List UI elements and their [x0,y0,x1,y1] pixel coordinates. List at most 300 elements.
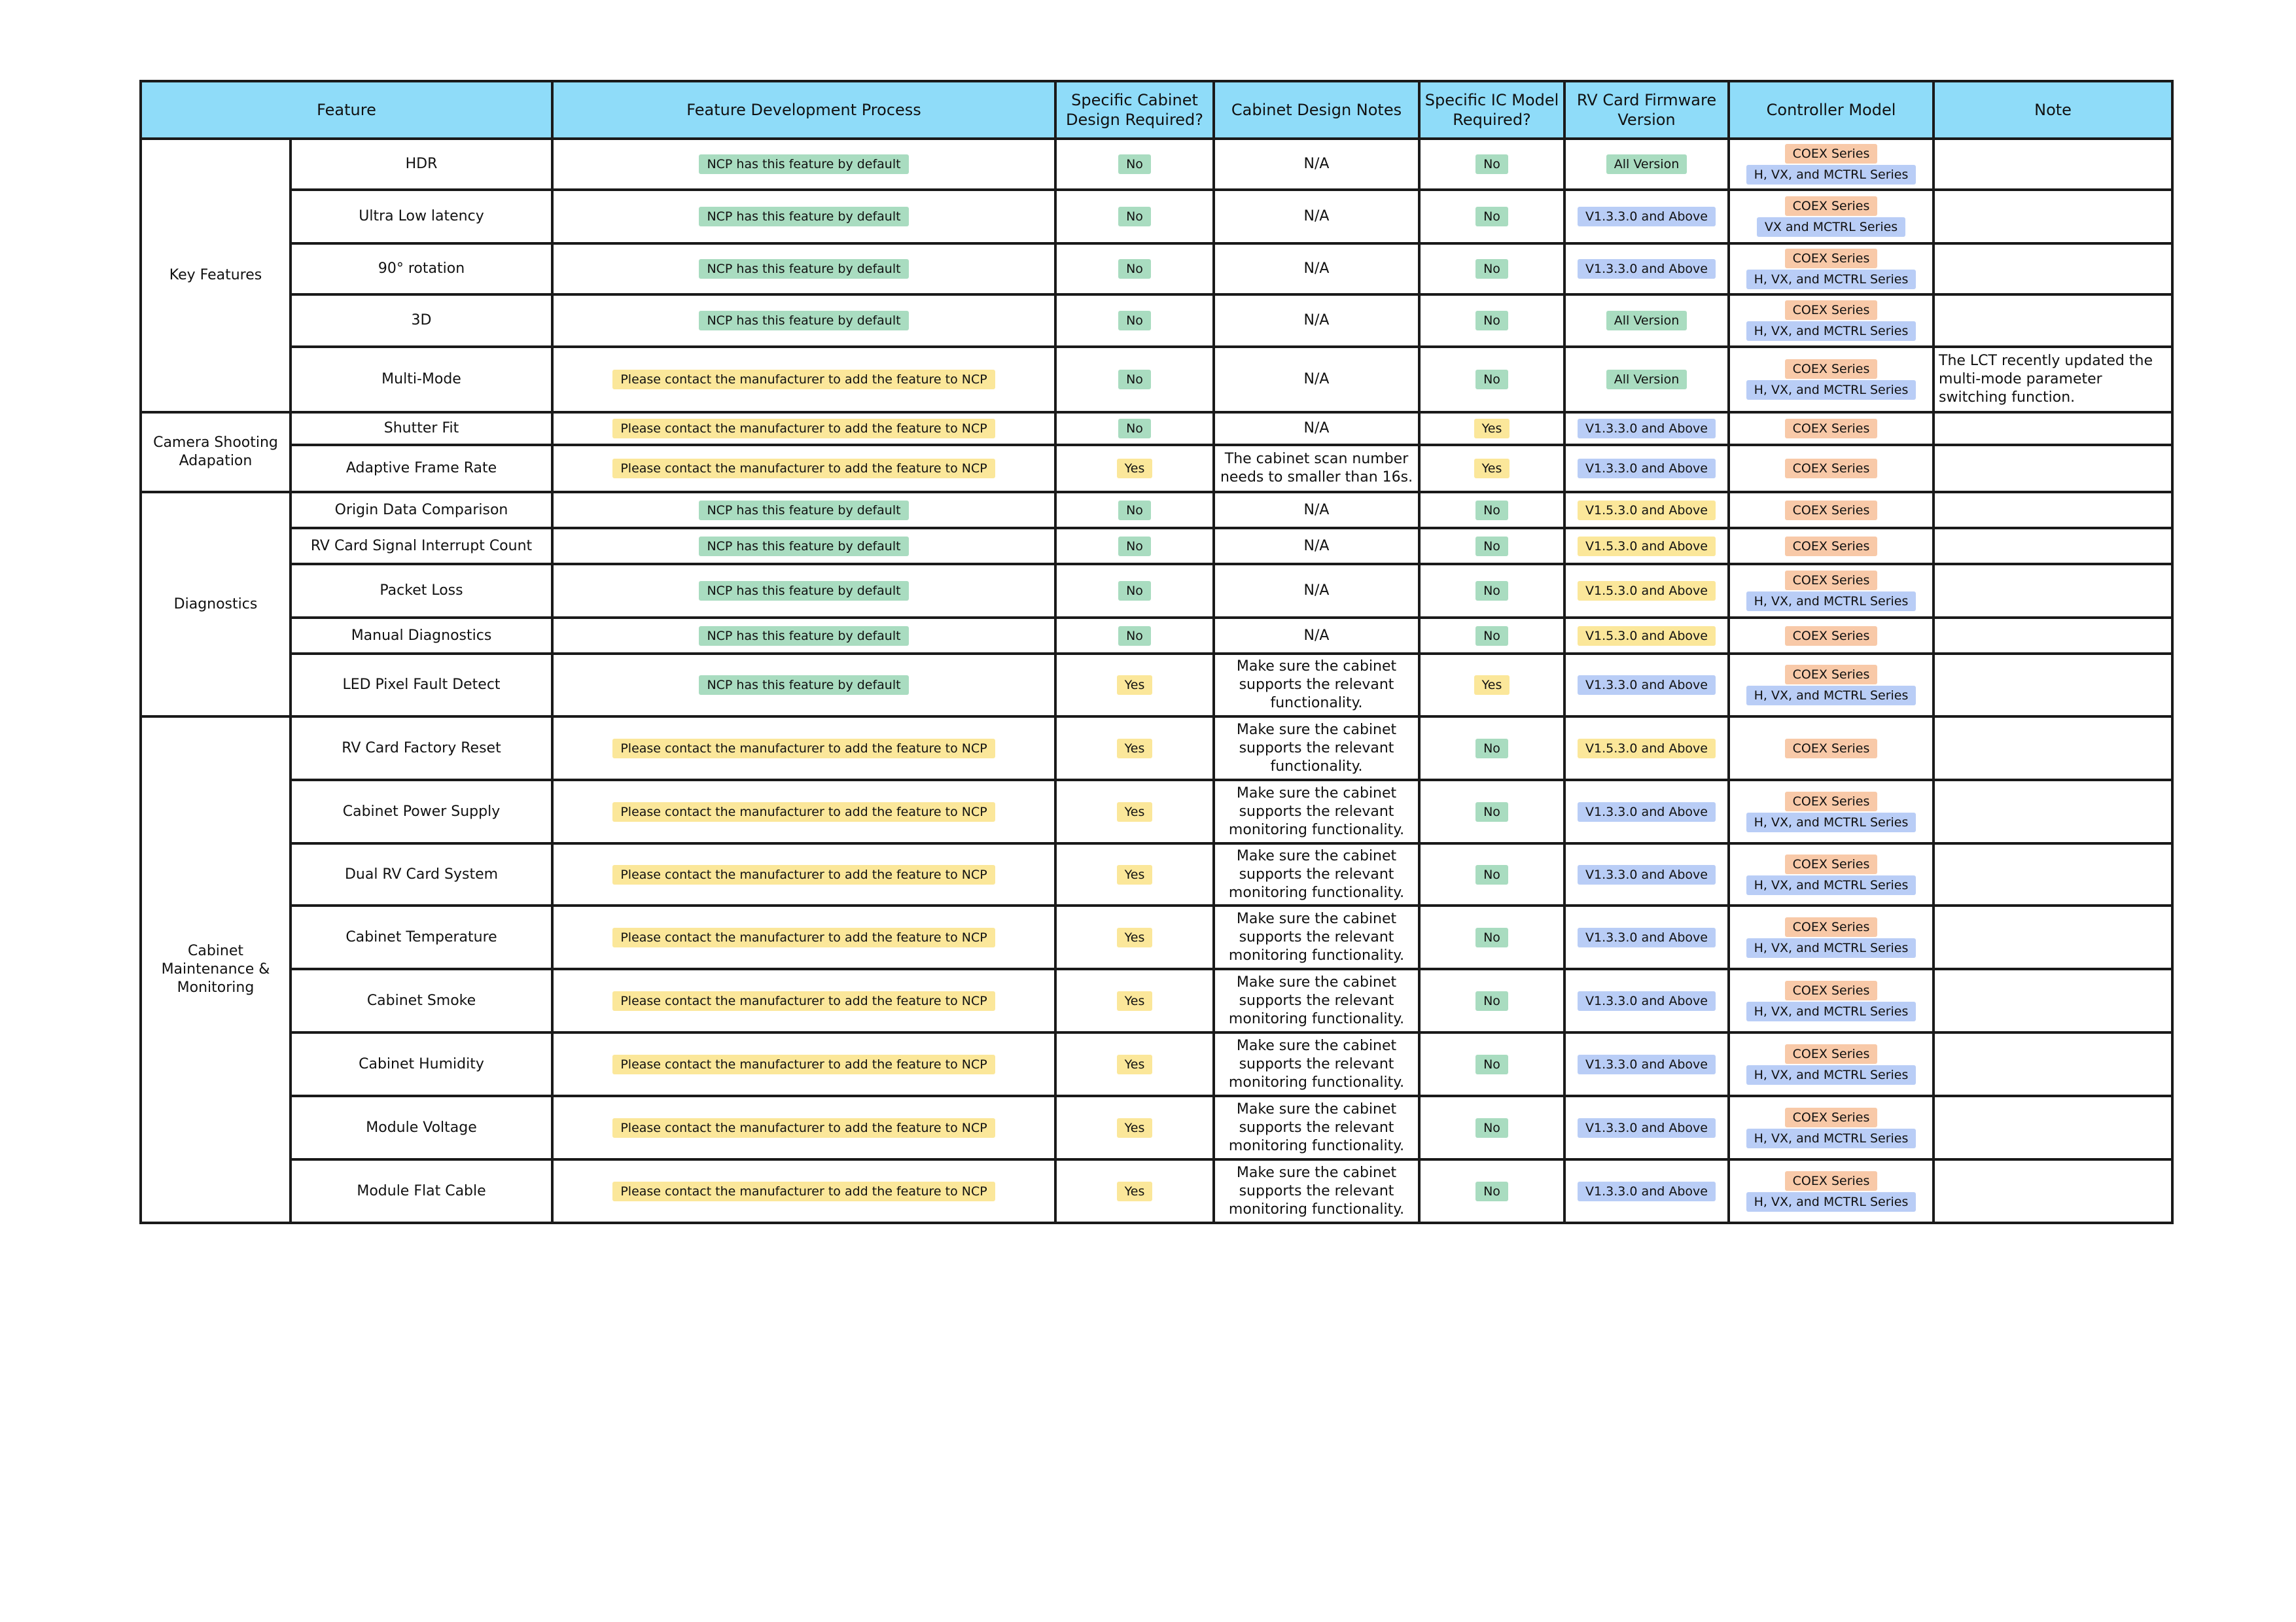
firmware-tag: V1.5.3.0 and Above [1578,626,1716,646]
controller-cell [1729,528,1934,564]
controller-cell [1729,654,1934,716]
note-cell [1934,969,2172,1032]
cabinet-notes-cell: N/A [1214,190,1419,243]
table-row [141,528,2172,564]
cabinet-required-cell [1055,528,1214,564]
header-process: Feature Development Process [552,81,1055,139]
table-row [141,1159,2172,1223]
header-cabinet-required-line1: Specific Cabinet [1071,91,1198,109]
feature-name: Adaptive Frame Rate [291,445,552,492]
ic-required-cell [1419,906,1564,969]
controller-tag: COEX Series [1785,855,1878,874]
cabinet-required-tag: Yes [1117,802,1153,822]
process-tag: Please contact the manufacturer to add the feature to NCP [612,865,995,885]
firmware-cell [1564,618,1729,654]
cabinet-required-tag: Yes [1117,675,1153,695]
feature-name: HDR [291,139,552,190]
cabinet-required-tag: Yes [1117,865,1153,885]
cabinet-required-cell [1055,906,1214,969]
controller-tag: COEX Series [1785,739,1878,758]
cabinet-required-tag: Yes [1117,991,1153,1011]
process-cell [552,564,1055,618]
ic-required-cell [1419,412,1564,445]
controller-cell [1729,347,1934,412]
feature-name: Packet Loss [291,564,552,618]
cabinet-notes-cell: N/A [1214,618,1419,654]
ic-required-cell [1419,780,1564,843]
firmware-cell [1564,347,1729,412]
process-tag: NCP has this feature by default [699,311,908,330]
process-tag: NCP has this feature by default [699,501,908,520]
cabinet-required-cell [1055,1096,1214,1159]
cabinet-required-cell [1055,412,1214,445]
table-row [141,139,2172,190]
table-row [141,780,2172,843]
header-cabinet-required-line2: Design Required? [1065,111,1204,129]
controller-cell [1729,445,1934,492]
controller-tag: COEX Series [1785,626,1878,646]
firmware-tag: V1.3.3.0 and Above [1578,419,1716,438]
ic-required-cell [1419,492,1564,528]
controller-cell [1729,294,1934,347]
controller-tag: COEX Series [1785,981,1878,1000]
controller-tag: VX and MCTRL Series [1757,217,1905,237]
process-cell [552,243,1055,294]
ic-required-tag: No [1475,370,1508,389]
firmware-tag: V1.3.3.0 and Above [1578,207,1716,226]
process-cell [552,1096,1055,1159]
note-cell [1934,492,2172,528]
firmware-tag: V1.3.3.0 and Above [1578,1118,1716,1138]
process-tag: Please contact the manufacturer to add the feature to NCP [612,802,995,822]
feature-name: Shutter Fit [291,412,552,445]
cabinet-notes-cell: Make sure the cabinet supports the relevant monitoring functionality. [1214,1159,1419,1223]
cabinet-required-cell [1055,716,1214,780]
controller-cell [1729,906,1934,969]
feature-name: RV Card Factory Reset [291,716,552,780]
controller-cell [1729,618,1934,654]
feature-matrix-table [139,80,2174,1224]
table-row [141,969,2172,1032]
ic-required-cell [1419,564,1564,618]
note-cell [1934,716,2172,780]
controller-tag: COEX Series [1785,501,1878,520]
ic-required-cell [1419,294,1564,347]
cabinet-notes-cell: Make sure the cabinet supports the relevant monitoring functionality. [1214,780,1419,843]
process-cell [552,1032,1055,1096]
table-row [141,654,2172,716]
cabinet-notes-cell: Make sure the cabinet supports the relevant monitoring functionality. [1214,1096,1419,1159]
controller-tag: H, VX, and MCTRL Series [1746,1192,1916,1212]
ic-required-tag: No [1475,581,1508,601]
cabinet-notes-cell: N/A [1214,412,1419,445]
table-row [141,716,2172,780]
process-tag: NCP has this feature by default [699,581,908,601]
feature-name: Origin Data Comparison [291,492,552,528]
firmware-cell [1564,190,1729,243]
feature-name: LED Pixel Fault Detect [291,654,552,716]
process-tag: Please contact the manufacturer to add the feature to NCP [612,1118,995,1138]
cabinet-notes-cell: N/A [1214,243,1419,294]
cabinet-notes-cell: Make sure the cabinet supports the relevant monitoring functionality. [1214,906,1419,969]
cabinet-required-tag: No [1118,207,1151,226]
controller-cell [1729,780,1934,843]
ic-required-tag: No [1475,1182,1508,1201]
controller-tag: H, VX, and MCTRL Series [1746,1002,1916,1021]
controller-tag: H, VX, and MCTRL Series [1746,813,1916,832]
ic-required-tag: No [1475,1055,1508,1074]
cabinet-notes-cell: Make sure the cabinet supports the relevant functionality. [1214,654,1419,716]
ic-required-cell [1419,190,1564,243]
firmware-tag: V1.3.3.0 and Above [1578,865,1716,885]
controller-tag: H, VX, and MCTRL Series [1746,270,1916,289]
cabinet-notes-cell: Make sure the cabinet supports the relevant monitoring functionality. [1214,969,1419,1032]
firmware-cell [1564,1096,1729,1159]
cabinet-required-cell [1055,243,1214,294]
ic-required-tag: Yes [1474,675,1510,695]
ic-required-tag: No [1475,259,1508,279]
header-firmware-line1: RV Card Firmware [1576,91,1717,109]
firmware-cell [1564,139,1729,190]
cabinet-required-cell [1055,618,1214,654]
ic-required-cell [1419,1159,1564,1223]
header-cabinet-notes: Cabinet Design Notes [1214,81,1419,139]
firmware-tag: V1.5.3.0 and Above [1578,739,1716,758]
process-tag: NCP has this feature by default [699,259,908,279]
ic-required-cell [1419,139,1564,190]
process-cell [552,618,1055,654]
controller-cell [1729,969,1934,1032]
header-note: Note [1934,81,2172,139]
process-tag: Please contact the manufacturer to add the feature to NCP [612,1055,995,1074]
ic-required-tag: No [1475,739,1508,758]
cabinet-required-tag: No [1118,370,1151,389]
header-ic-required [1419,81,1564,139]
controller-tag: H, VX, and MCTRL Series [1746,1065,1916,1085]
process-cell [552,347,1055,412]
controller-cell [1729,190,1934,243]
process-cell [552,654,1055,716]
process-tag: Please contact the manufacturer to add the feature to NCP [612,739,995,758]
cabinet-required-cell [1055,843,1214,906]
feature-name: Cabinet Smoke [291,969,552,1032]
category-cell: Diagnostics [141,492,291,716]
feature-name: Cabinet Power Supply [291,780,552,843]
feature-name: RV Card Signal Interrupt Count [291,528,552,564]
note-cell [1934,1096,2172,1159]
ic-required-tag: No [1475,501,1508,520]
process-cell [552,716,1055,780]
ic-required-tag: No [1475,802,1508,822]
ic-required-cell [1419,716,1564,780]
controller-tag: H, VX, and MCTRL Series [1746,380,1916,400]
firmware-cell [1564,564,1729,618]
ic-required-tag: No [1475,1118,1508,1138]
controller-tag: COEX Series [1785,196,1878,216]
controller-tag: H, VX, and MCTRL Series [1746,1129,1916,1148]
controller-tag: COEX Series [1785,300,1878,320]
firmware-tag: V1.5.3.0 and Above [1578,537,1716,556]
ic-required-tag: No [1475,991,1508,1011]
ic-required-cell [1419,445,1564,492]
feature-name: Cabinet Humidity [291,1032,552,1096]
table-row [141,294,2172,347]
cabinet-required-tag: No [1118,537,1151,556]
cabinet-required-cell [1055,347,1214,412]
note-cell [1934,1032,2172,1096]
controller-tag: H, VX, and MCTRL Series [1746,938,1916,958]
process-cell [552,969,1055,1032]
note-cell [1934,445,2172,492]
process-tag: NCP has this feature by default [699,537,908,556]
firmware-tag: V1.5.3.0 and Above [1578,581,1716,601]
feature-name: Multi-Mode [291,347,552,412]
ic-required-cell [1419,1096,1564,1159]
firmware-cell [1564,243,1729,294]
note-cell [1934,780,2172,843]
process-cell [552,843,1055,906]
cabinet-notes-cell: Make sure the cabinet supports the relevant monitoring functionality. [1214,843,1419,906]
note-cell [1934,843,2172,906]
ic-required-tag: No [1475,626,1508,646]
cabinet-required-tag: Yes [1117,1055,1153,1074]
header-feature: Feature [141,81,552,139]
firmware-tag: V1.3.3.0 and Above [1578,928,1716,947]
firmware-tag: V1.3.3.0 and Above [1578,259,1716,279]
firmware-tag: All Version [1606,311,1687,330]
cabinet-required-tag: Yes [1117,1182,1153,1201]
category-cell: Cabinet Maintenance & Monitoring [141,716,291,1223]
cabinet-required-cell [1055,780,1214,843]
ic-required-tag: No [1475,537,1508,556]
note-cell [1934,564,2172,618]
feature-name: 3D [291,294,552,347]
ic-required-tag: Yes [1474,459,1510,478]
cabinet-required-tag: No [1118,419,1151,438]
firmware-cell [1564,294,1729,347]
header-firmware-line2: Version [1617,111,1676,129]
table-row [141,412,2172,445]
cabinet-notes-cell: N/A [1214,139,1419,190]
firmware-tag: V1.3.3.0 and Above [1578,459,1716,478]
firmware-tag: All Version [1606,154,1687,174]
cabinet-required-tag: No [1118,626,1151,646]
feature-name: Ultra Low latency [291,190,552,243]
feature-name: Dual RV Card System [291,843,552,906]
firmware-tag: V1.3.3.0 and Above [1578,991,1716,1011]
table-row [141,906,2172,969]
feature-name: 90° rotation [291,243,552,294]
controller-tag: COEX Series [1785,917,1878,937]
ic-required-cell [1419,969,1564,1032]
controller-cell [1729,843,1934,906]
firmware-cell [1564,843,1729,906]
cabinet-required-tag: No [1118,311,1151,330]
cabinet-required-cell [1055,190,1214,243]
cabinet-required-cell [1055,1159,1214,1223]
controller-tag: H, VX, and MCTRL Series [1746,321,1916,341]
header-firmware [1564,81,1729,139]
firmware-tag: V1.3.3.0 and Above [1578,1182,1716,1201]
process-tag: NCP has this feature by default [699,207,908,226]
firmware-cell [1564,412,1729,445]
cabinet-notes-cell: N/A [1214,294,1419,347]
controller-tag: COEX Series [1785,249,1878,268]
process-tag: NCP has this feature by default [699,675,908,695]
firmware-tag: V1.5.3.0 and Above [1578,501,1716,520]
table-row [141,445,2172,492]
firmware-tag: V1.3.3.0 and Above [1578,675,1716,695]
process-cell [552,780,1055,843]
controller-cell [1729,716,1934,780]
firmware-cell [1564,716,1729,780]
firmware-cell [1564,906,1729,969]
controller-cell [1729,492,1934,528]
process-tag: NCP has this feature by default [699,154,908,174]
controller-cell [1729,1159,1934,1223]
cabinet-notes-cell: N/A [1214,528,1419,564]
note-cell [1934,906,2172,969]
cabinet-notes-cell: N/A [1214,564,1419,618]
controller-tag: COEX Series [1785,537,1878,556]
controller-tag: COEX Series [1785,359,1878,379]
cabinet-required-cell [1055,1032,1214,1096]
table-row [141,564,2172,618]
note-cell [1934,294,2172,347]
feature-name: Manual Diagnostics [291,618,552,654]
ic-required-tag: No [1475,207,1508,226]
process-cell [552,906,1055,969]
header-controller: Controller Model [1729,81,1934,139]
controller-tag: H, VX, and MCTRL Series [1746,875,1916,895]
note-cell [1934,528,2172,564]
controller-tag: COEX Series [1785,1044,1878,1064]
cabinet-required-cell [1055,654,1214,716]
process-tag: NCP has this feature by default [699,626,908,646]
note-cell [1934,654,2172,716]
firmware-tag: V1.3.3.0 and Above [1578,802,1716,822]
ic-required-tag: No [1475,928,1508,947]
controller-tag: COEX Series [1785,459,1878,478]
process-cell [552,190,1055,243]
cabinet-required-tag: Yes [1117,1118,1153,1138]
process-cell [552,445,1055,492]
ic-required-cell [1419,1032,1564,1096]
controller-tag: COEX Series [1785,144,1878,164]
ic-required-tag: No [1475,311,1508,330]
firmware-cell [1564,528,1729,564]
table-row [141,190,2172,243]
header-cabinet-required [1055,81,1214,139]
ic-required-tag: No [1475,865,1508,885]
cabinet-required-cell [1055,969,1214,1032]
controller-tag: H, VX, and MCTRL Series [1746,686,1916,705]
controller-cell [1729,1096,1934,1159]
feature-name: Module Voltage [291,1096,552,1159]
process-cell [552,528,1055,564]
header-row [141,81,2172,139]
cabinet-required-tag: Yes [1117,459,1153,478]
controller-tag: COEX Series [1785,419,1878,438]
ic-required-cell [1419,618,1564,654]
note-cell: The LCT recently updated the multi-mode parameter switching function. [1934,347,2172,412]
process-cell [552,1159,1055,1223]
controller-cell [1729,243,1934,294]
process-tag: Please contact the manufacturer to add the feature to NCP [612,928,995,947]
table-row [141,492,2172,528]
process-tag: Please contact the manufacturer to add the feature to NCP [612,419,995,438]
firmware-cell [1564,654,1729,716]
cabinet-required-cell [1055,564,1214,618]
firmware-cell [1564,969,1729,1032]
table-row [141,347,2172,412]
ic-required-tag: Yes [1474,419,1510,438]
firmware-cell [1564,492,1729,528]
controller-tag: COEX Series [1785,792,1878,811]
controller-cell [1729,1032,1934,1096]
category-cell: Key Features [141,139,291,412]
firmware-tag: All Version [1606,370,1687,389]
cabinet-required-cell [1055,445,1214,492]
table-body [141,139,2172,1223]
ic-required-cell [1419,243,1564,294]
table-row [141,1096,2172,1159]
note-cell [1934,1159,2172,1223]
note-cell [1934,139,2172,190]
process-cell [552,492,1055,528]
category-cell: Camera Shooting Adapation [141,412,291,492]
firmware-cell [1564,780,1729,843]
controller-cell [1729,139,1934,190]
cabinet-required-cell [1055,139,1214,190]
cabinet-notes-cell: N/A [1214,347,1419,412]
table-row [141,243,2172,294]
controller-tag: H, VX, and MCTRL Series [1746,165,1916,185]
cabinet-required-cell [1055,294,1214,347]
cabinet-notes-cell: The cabinet scan number needs to smaller than 16s. [1214,445,1419,492]
controller-cell [1729,564,1934,618]
firmware-tag: V1.3.3.0 and Above [1578,1055,1716,1074]
cabinet-required-tag: No [1118,154,1151,174]
process-tag: Please contact the manufacturer to add the feature to NCP [612,370,995,389]
table-row [141,618,2172,654]
cabinet-required-tag: No [1118,581,1151,601]
process-cell [552,412,1055,445]
firmware-cell [1564,445,1729,492]
note-cell [1934,190,2172,243]
controller-tag: COEX Series [1785,1171,1878,1191]
process-tag: Please contact the manufacturer to add the feature to NCP [612,991,995,1011]
ic-required-cell [1419,654,1564,716]
feature-name: Cabinet Temperature [291,906,552,969]
table-row [141,843,2172,906]
cabinet-required-tag: Yes [1117,739,1153,758]
cabinet-required-tag: No [1118,501,1151,520]
cabinet-notes-cell: N/A [1214,492,1419,528]
note-cell [1934,618,2172,654]
ic-required-cell [1419,528,1564,564]
ic-required-cell [1419,347,1564,412]
firmware-cell [1564,1032,1729,1096]
controller-tag: COEX Series [1785,571,1878,590]
ic-required-cell [1419,843,1564,906]
controller-cell [1729,412,1934,445]
controller-tag: COEX Series [1785,665,1878,684]
process-tag: Please contact the manufacturer to add the feature to NCP [612,1182,995,1201]
note-cell [1934,243,2172,294]
process-cell [552,139,1055,190]
note-cell [1934,412,2172,445]
